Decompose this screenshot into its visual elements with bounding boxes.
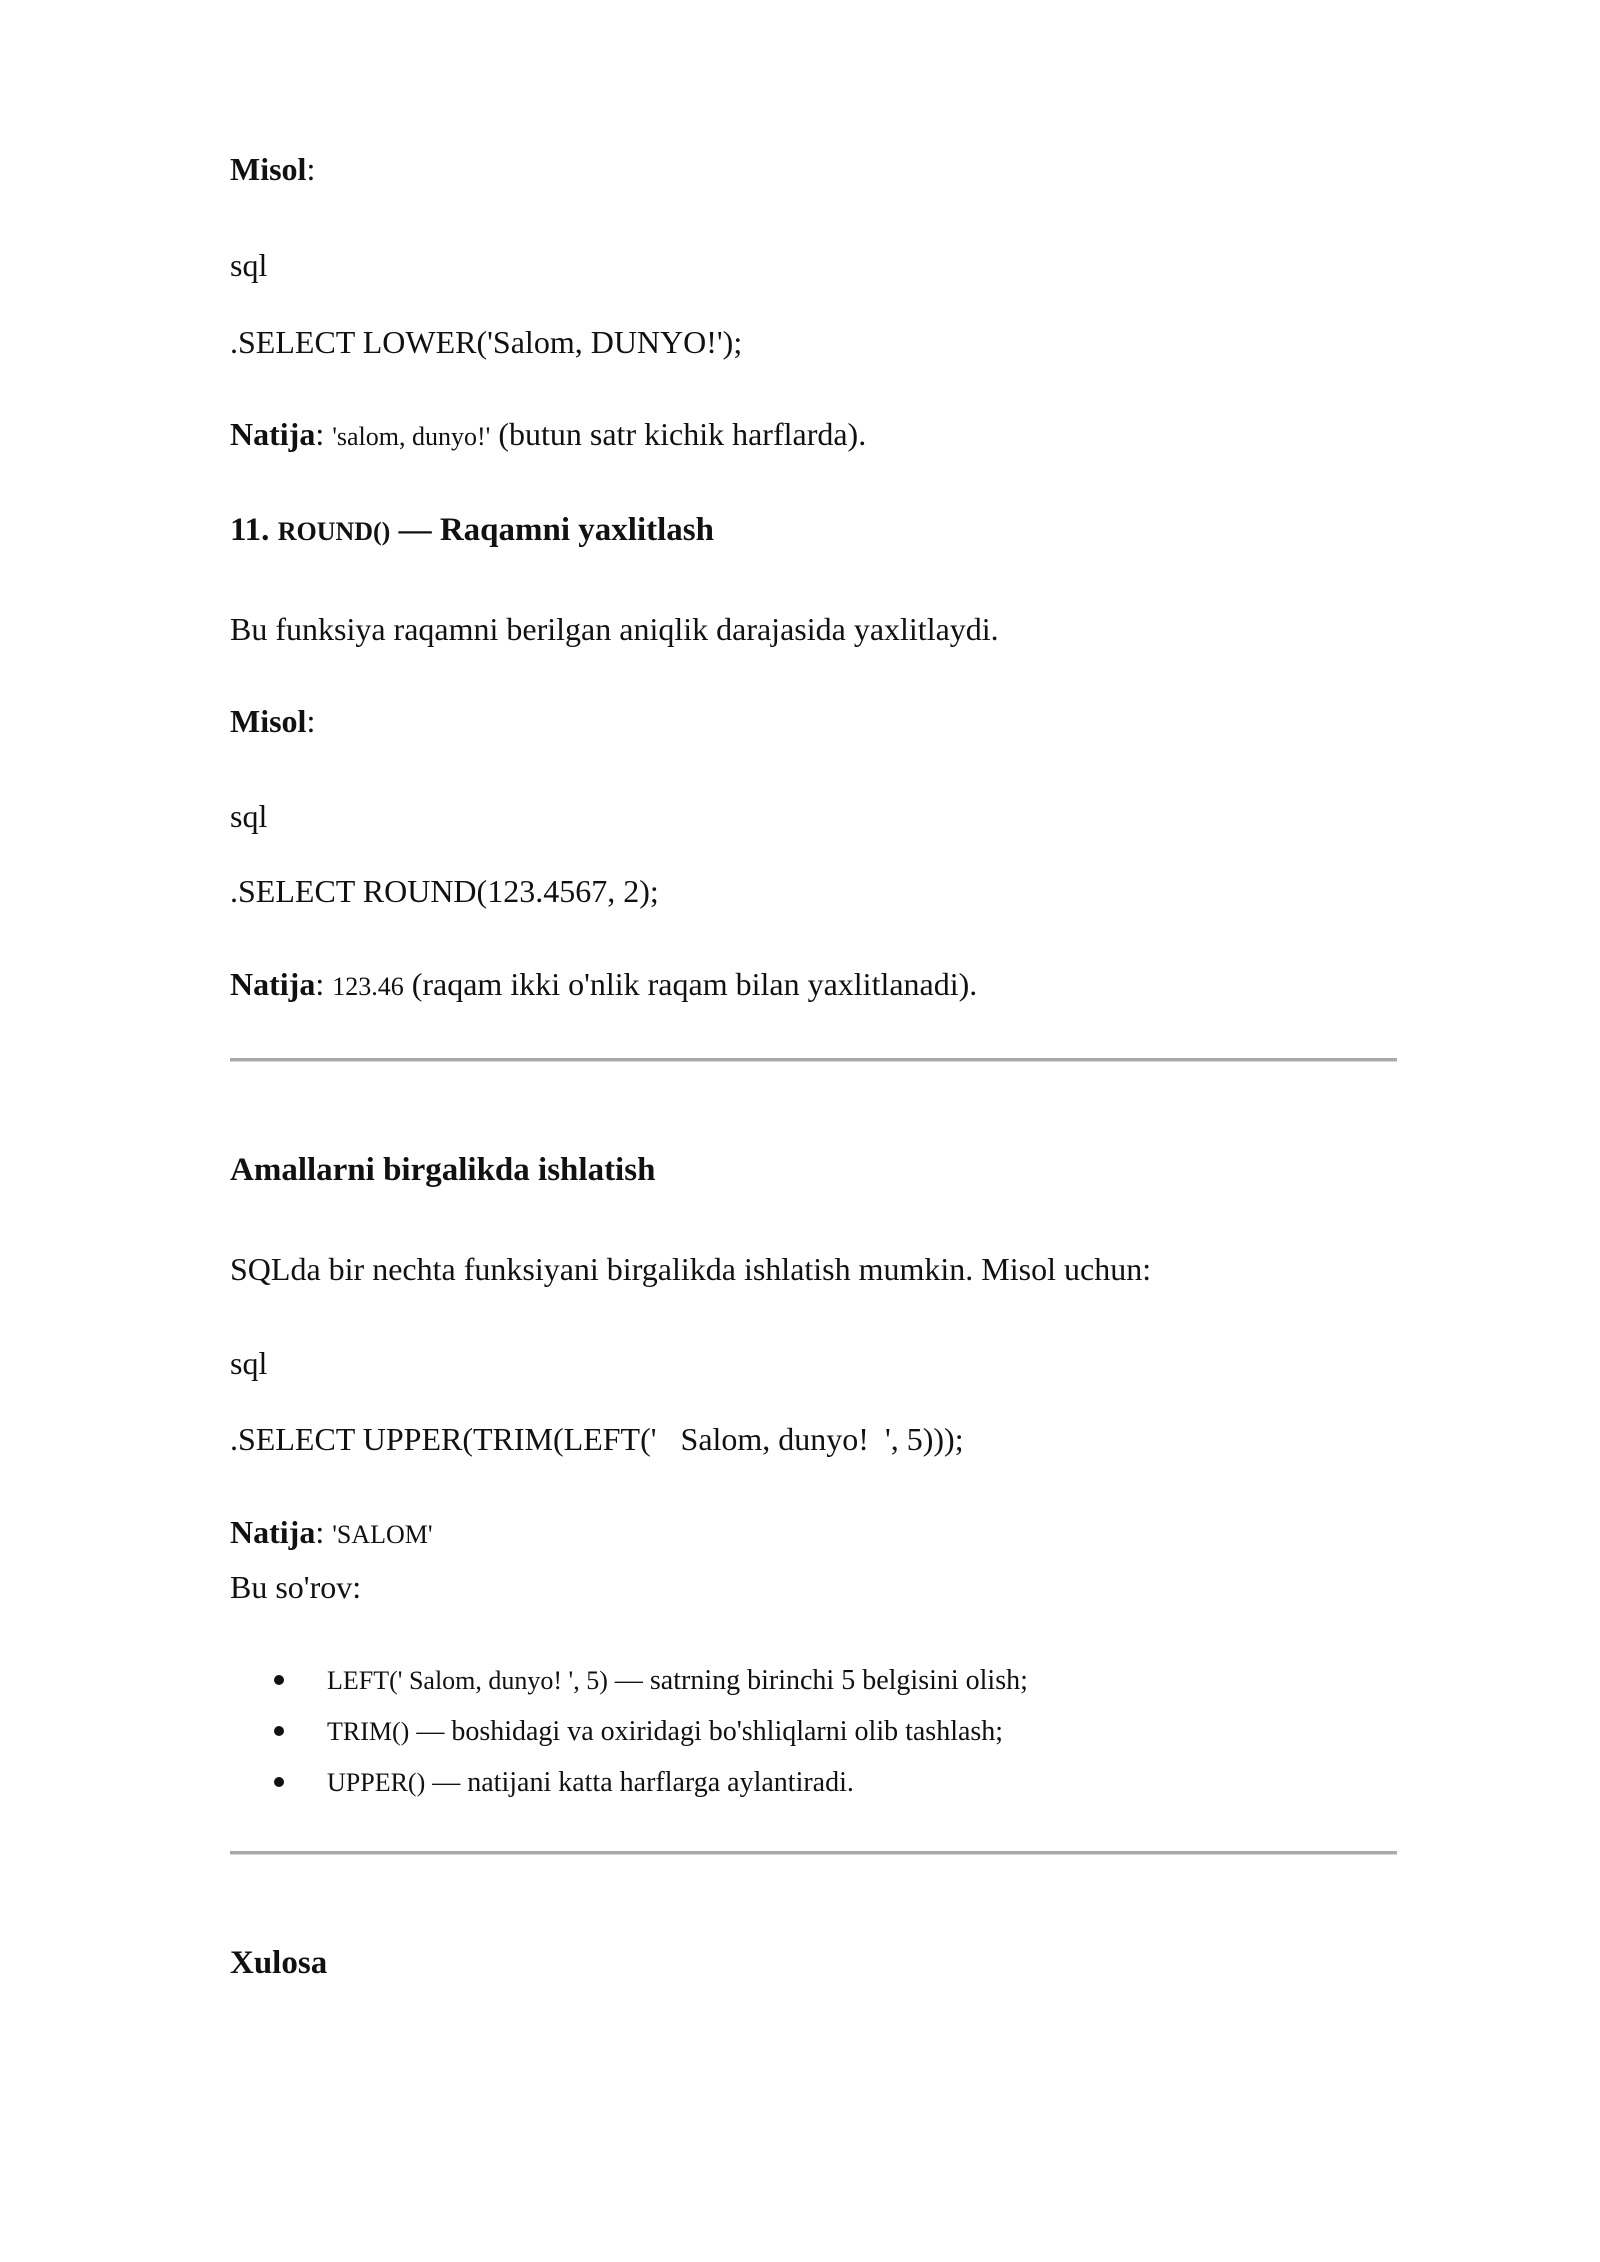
bullet-desc: — natijani katta harflarga aylantiradi. [425,1767,854,1798]
bullet-list [230,1655,1028,1808]
divider-2 [230,1851,1397,1855]
bullet-code: UPPER() [327,1768,426,1797]
natija-value-combined: 'SALOM' [332,1520,433,1549]
code-line-lower: .SELECT LOWER('Salom, DUNYO!'); [230,324,743,360]
divider-1 [230,1058,1397,1062]
code-lang-lower: sql [230,247,268,283]
natija-line-round: Natija: 123.46 (raqam ikki o'nlik raqam bilan yaxlitlanadi). [230,966,978,1002]
misol-label-round: Misol: [230,703,316,739]
round-description: Bu funksiya raqamni berilgan aniqlik darajasida yaxlitlaydi. [230,611,999,647]
natija-value-lower: 'salom, dunyo!' [332,422,491,451]
list-item [230,1655,1028,1706]
heading-round: 11. ROUND() — Raqamni yaxlitlash [230,512,714,548]
heading-combined: Amallarni birgalikda ishlatish [230,1152,656,1188]
bullet-desc: — boshidagi va oxiridagi bo'shliqlarni olib tashlash; [409,1716,1004,1747]
bullet-code: LEFT(' Salom, dunyo! ', 5) [327,1666,608,1695]
code-lang-combined: sql [230,1345,268,1381]
combined-description: SQLda bir nechta funksiyani birgalikda ishlatish mumkin. Misol uchun: [230,1251,1152,1287]
bullet-desc: — satrning birinchi 5 belgisini olish; [607,1665,1028,1696]
code-line-round: .SELECT ROUND(123.4567, 2); [230,873,659,909]
code-line-combined: .SELECT UPPER(TRIM(LEFT(' Salom, dunyo! ', 5))); [230,1421,964,1457]
bullet-code: TRIM() [327,1717,410,1746]
bullet-dot-icon [274,1777,284,1787]
query-intro: Bu so'rov: [230,1569,362,1605]
misol-label-lower: Misol: [230,151,316,187]
heading-round-func: ROUND() [277,517,391,546]
list-item [230,1706,1004,1757]
natija-line-lower: Natija: 'salom, dunyo!' (butun satr kichik harflarda). [230,416,867,452]
bullet-dot-icon [274,1675,284,1685]
natija-line-combined: Natija: 'SALOM' [230,1514,433,1550]
heading-conclusion: Xulosa [230,1945,328,1981]
natija-value-round: 123.46 [332,972,404,1001]
list-item [230,1757,854,1808]
code-lang-round: sql [230,798,268,834]
bullet-dot-icon [274,1726,284,1736]
